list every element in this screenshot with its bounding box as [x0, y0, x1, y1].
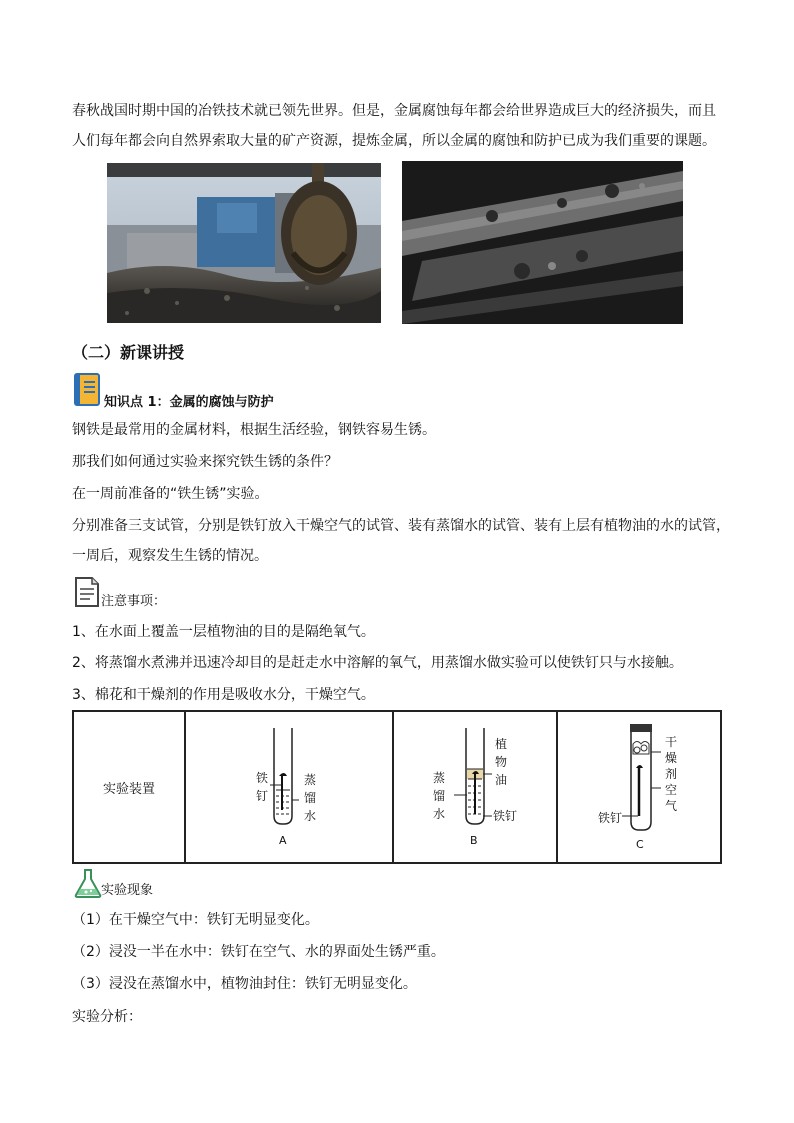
intro-line-1: 春秋战国时期中国的冶铁技术就已领先世界。但是，金属腐蚀每年都会给世界造成巨大的经济损失，而且 — [72, 103, 716, 119]
tube-a-nail-char2: 钉 — [256, 789, 269, 803]
body-p3: 在一周前准备的“铁生锈”实验。 — [72, 486, 269, 502]
tube-b-water-char3: 水 — [433, 807, 446, 821]
tube-c-air-char2: 气 — [665, 799, 678, 813]
note-3: 3、棉花和干燥剂的作用是吸收水分，干燥空气。 — [72, 687, 375, 703]
tube-a-letter: A — [279, 834, 287, 847]
tube-b-water-char1: 蒸 — [433, 771, 446, 785]
phenomenon-result-1: （1）在干燥空气中：铁钉无明显变化。 — [72, 912, 319, 928]
tube-a-water-char3: 水 — [304, 809, 317, 823]
tube-b-diagram — [394, 712, 556, 858]
tube-c-cell — [557, 711, 721, 863]
phenomenon-title: 实验现象 — [101, 883, 154, 898]
notes-icon — [72, 576, 102, 612]
tube-c-desiccant-char0: 干 — [665, 735, 678, 749]
notes-title: 注意事项： — [101, 594, 167, 609]
tube-b-letter: B — [470, 834, 478, 847]
tube-b-cell — [393, 711, 557, 863]
tube-c-letter: C — [636, 838, 644, 851]
tube-b-oil-char2: 物 — [495, 755, 508, 769]
tube-b-oil-char3: 油 — [495, 773, 508, 787]
section-title: （二）新课讲授 — [72, 343, 185, 362]
note-1: 1、在水面上覆盖一层植物油的目的是隔绝氧气。 — [72, 624, 375, 640]
tube-b-oil-char1: 植 — [495, 737, 508, 751]
scrap-yard-photo — [107, 163, 381, 323]
body-p4-line1: 分别准备三支试管，分别是铁钉放入干燥空气的试管、装有蒸馏水的试管、装有上层有植物油的水的试管， — [72, 518, 730, 534]
tube-a-nail-char1: 铁 — [256, 771, 269, 785]
book-icon — [73, 373, 103, 411]
body-p2: 那我们如何通过实验来探究铁生锈的条件？ — [72, 454, 338, 470]
tube-c-nail-label: 铁钉 — [598, 811, 623, 825]
flask-icon — [72, 867, 104, 903]
body-p1: 钢铁是最常用的金属材料，根据生活经验，钢铁容易生锈。 — [72, 422, 436, 438]
rusty-iron-photo — [402, 161, 683, 324]
phenomenon-result-2: （2）浸没一半在水中：铁钉在空气、水的界面处生锈严重。 — [72, 944, 445, 960]
intro-line-2: 人们每年都会向自然界索取大量的矿产资源，提炼金属，所以金属的腐蚀和防护已成为我们重要的课题。 — [72, 133, 716, 149]
tube-b-water-char2: 馏 — [433, 789, 446, 803]
tube-b-nail-label: 铁钉 — [493, 809, 518, 823]
table-header-cell — [73, 711, 185, 863]
tube-a-water-char1: 蒸 — [304, 773, 317, 787]
tube-a-diagram — [186, 712, 392, 858]
tube-c-diagram — [558, 712, 720, 858]
experiment-table — [72, 710, 722, 864]
tube-a-cell — [185, 711, 393, 863]
table-header-label: 实验装置 — [102, 781, 155, 797]
analysis-title: 实验分析： — [72, 1009, 142, 1025]
note-2: 2、将蒸馏水煮沸并迅速冷却目的是赶走水中溶解的氧气，用蒸馏水做实验可以使铁钉只与水接触。 — [72, 655, 683, 671]
tube-c-desiccant-char1: 燥 — [665, 751, 678, 765]
knowledge-point-title: 知识点 1：金属的腐蚀与防护 — [104, 395, 274, 410]
tube-c-desiccant-char2: 剂 — [665, 767, 678, 781]
body-p4-line2: 一周后，观察发生生锈的情况。 — [72, 548, 268, 564]
tube-c-air-char1: 空 — [665, 783, 678, 797]
phenomenon-result-3: （3）浸没在蒸馏水中，植物油封住：铁钉无明显变化。 — [72, 976, 417, 992]
tube-a-water-char2: 馏 — [304, 791, 317, 805]
